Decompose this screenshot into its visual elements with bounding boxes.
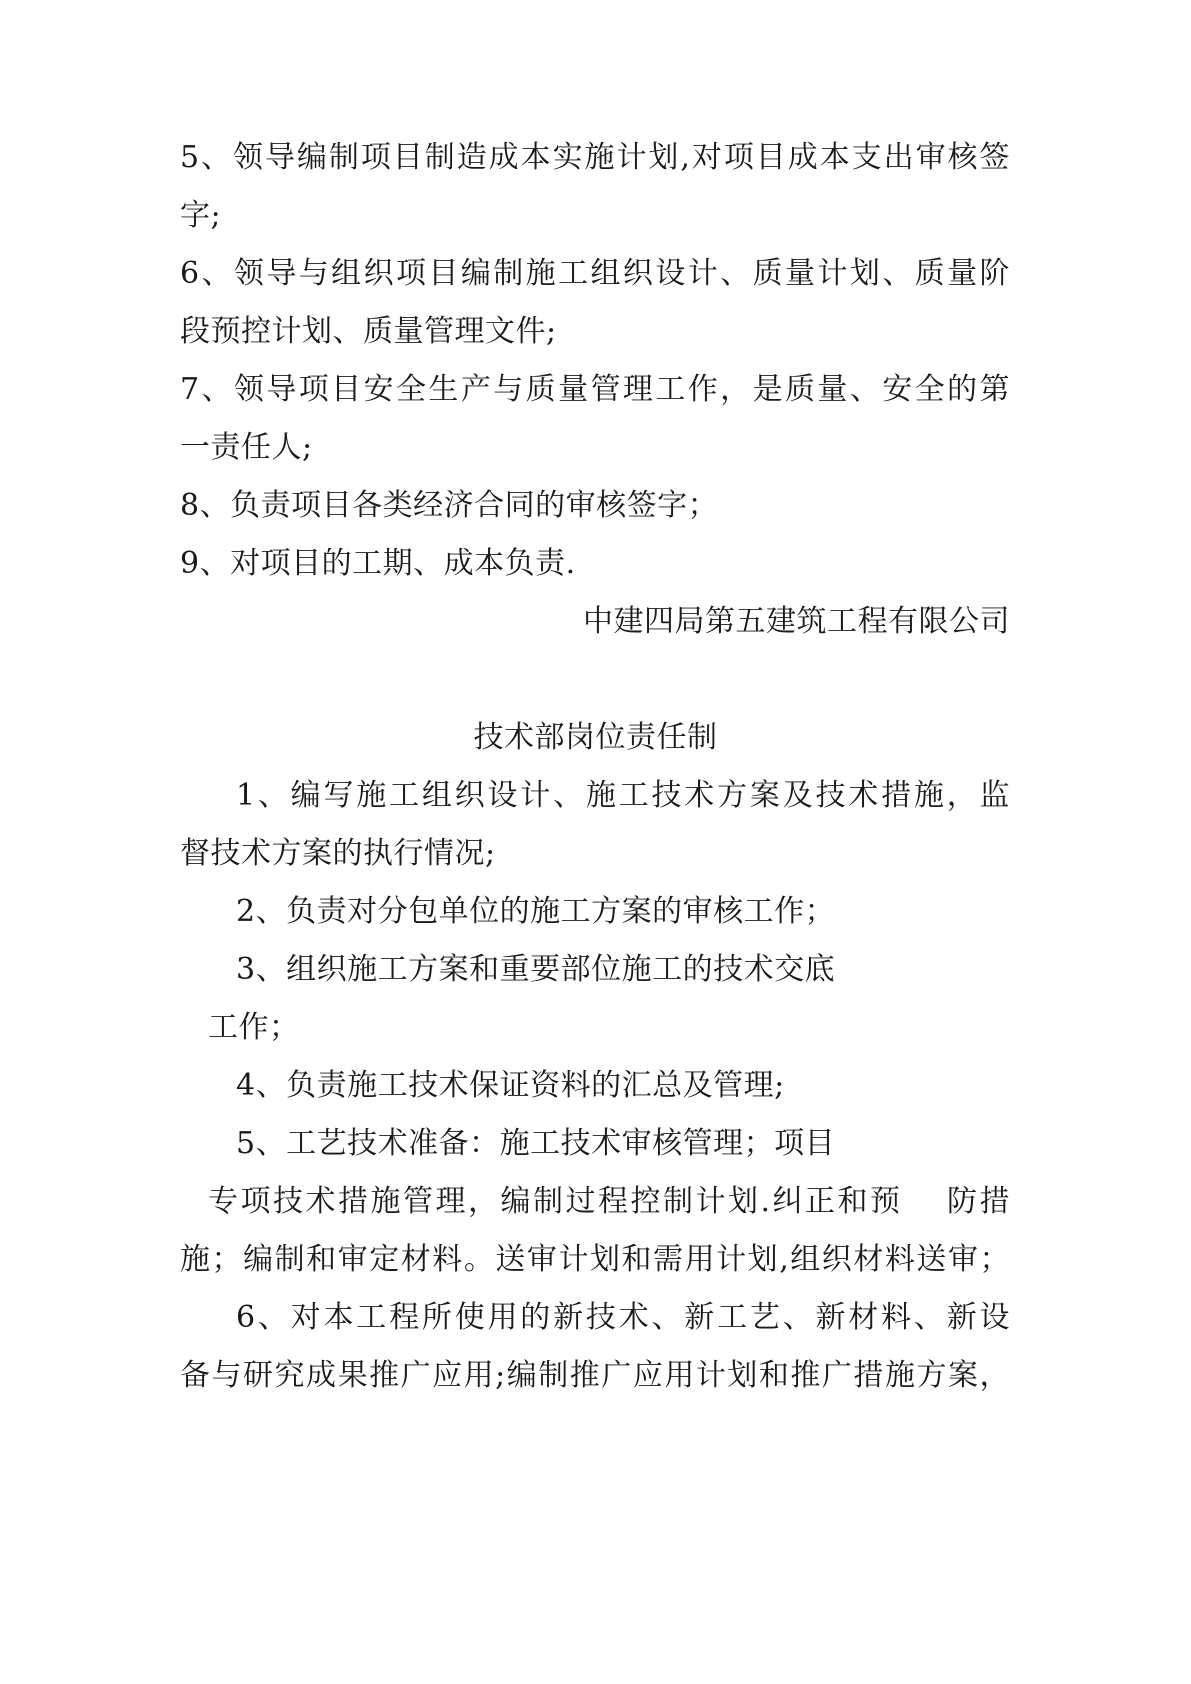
leader-duty-7-line-2: 一责任人;	[180, 430, 313, 465]
company-name: 中建四局第五建筑工程有限公司	[583, 604, 1010, 639]
leader-duty-7-line-1: 7、领导项目安全生产与质量管理工作，是质量、安全的第	[180, 372, 1010, 407]
leader-duty-8: 8、负责项目各类经济合同的审核签字；	[180, 488, 719, 523]
tech-duty-3-line-2: 工作；	[208, 1010, 300, 1045]
tech-duty-1-line-2: 督技术方案的执行情况;	[180, 836, 496, 871]
leader-duty-5-line-1: 5、领导编制项目制造成本实施计划,对项目成本支出审核签	[180, 140, 1010, 175]
leader-duty-6-line-1: 6、领导与组织项目编制施工组织设计、质量计划、质量阶	[180, 256, 1010, 291]
tech-duty-2: 2、负责对分包单位的施工方案的审核工作；	[236, 894, 836, 929]
tech-duty-1-line-1: 1、编写施工组织设计、施工技术方案及技术措施，监	[236, 778, 1010, 813]
tech-duty-5-line-1: 5、工艺技术准备：施工技术审核管理；项目	[236, 1126, 836, 1161]
section-title: 技术部岗位责任制	[473, 720, 718, 755]
tech-duty-6-line-1: 6、对本工程所使用的新技术、新工艺、新材料、新设	[236, 1300, 1010, 1335]
leader-duty-5-line-2: 字;	[180, 198, 222, 233]
tech-duty-6-line-2: 备与研究成果推广应用;编制推广应用计划和推广措施方案，	[180, 1358, 1010, 1393]
leader-duty-6-line-2: 段预控计划、质量管理文件;	[180, 314, 557, 349]
tech-duty-3-line-1: 3、组织施工方案和重要部位施工的技术交底	[236, 952, 836, 987]
leader-duty-9: 9、对项目的工期、成本负责.	[180, 546, 576, 581]
tech-duty-5-line-3: 施；编制和审定材料。送审计划和需用计划,组织材料送审；	[180, 1242, 1010, 1277]
tech-duty-4: 4、负责施工技术保证资料的汇总及管理;	[236, 1068, 785, 1103]
tech-duty-5-line-2: 专项技术措施管理，编制过程控制计划.纠正和预 防措	[208, 1184, 1010, 1219]
